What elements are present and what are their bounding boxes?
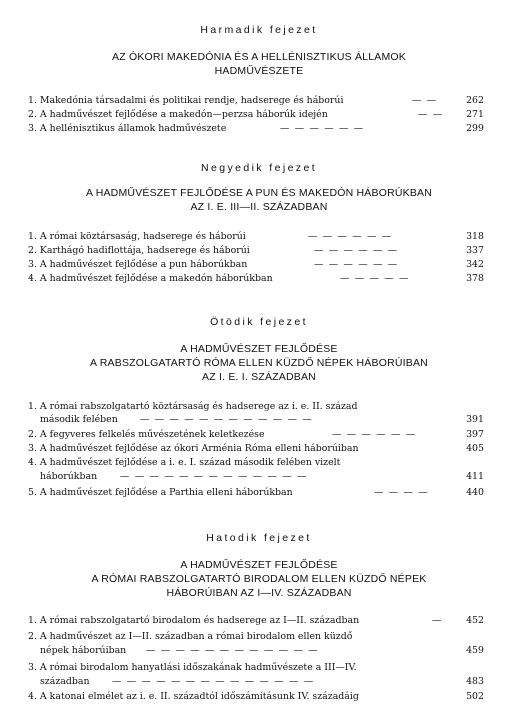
page-number: 262	[466, 95, 484, 106]
toc-entry-text: 4. A katonai elmélet az i. e. II. századtól időszámításunk IV. századáig	[28, 691, 359, 702]
page-number: 405	[466, 443, 484, 454]
toc-entry-text: 1. Makedónia társadalmi és politikai rendje, hadserege és háborúi	[28, 95, 344, 106]
toc-entry-text: 2. A hadművészet fejlődése a makedón—perzsa háborúk idején	[28, 109, 328, 120]
toc-entry-text-cont: népek háborúiban	[40, 645, 127, 656]
toc-entry[interactable]	[28, 244, 484, 257]
toc-entry-text: 1. A római rabszolgatartó köztársaság és hadserege az i. e. II. század	[28, 401, 358, 412]
toc-entry-text: 4. A hadművészet fejlődése a i. e. I. század második felében vizelt	[28, 457, 341, 468]
toc-entry[interactable]	[28, 122, 484, 135]
toc-entry-text-cont: században	[40, 676, 90, 687]
leader-dashes: — — — —	[374, 487, 429, 498]
page-number: 483	[466, 676, 484, 687]
toc-entry-text: 2. Karthágó hadiflottája, hadserege és háborúi	[28, 245, 250, 256]
toc-entry-text: 5. A hadművészet fejlődése a Parthia elleni háborúkban	[28, 487, 293, 498]
leader-dashes: — — — — — — — — — — — —	[140, 414, 313, 425]
toc-entry[interactable]	[28, 258, 484, 271]
toc-entry-continued[interactable]	[28, 675, 484, 688]
toc-entry[interactable]	[28, 690, 484, 703]
page-number: 378	[466, 273, 484, 284]
page-number: 342	[466, 259, 484, 270]
page-number: 459	[466, 645, 484, 656]
chapter-5-title-line-3: AZ I. E. I. SZÁZADBAN	[202, 371, 316, 383]
toc-entry-text: 1. A római köztársaság, hadserege és háborúi	[28, 231, 246, 242]
toc-entry[interactable]	[28, 456, 484, 469]
leader-dashes: — —	[412, 95, 438, 106]
toc-entry-text: 4. A hadművészet fejlődése a makedón háborúkban	[28, 273, 273, 284]
chapter-3-title-line-2: HADMŰVÉSZETE	[214, 65, 304, 77]
chapter-4-title-line-1: A HADMŰVÉSZET FEJLŐDÉSE A PUN ÉS MAKEDÓN HÁBORÚKBAN	[85, 187, 433, 199]
leader-dashes: — — — — — —	[314, 259, 399, 270]
page-number: 502	[466, 691, 484, 702]
chapter-3-label: Harmadik fejezet	[200, 24, 318, 36]
toc-entry[interactable]	[28, 94, 484, 107]
toc-entry-text: 3. A római birodalom hanyatlási időszakának hadművészete a III—IV.	[28, 662, 357, 673]
leader-dashes: —	[432, 615, 443, 626]
leader-dashes: — — — — — —	[308, 231, 393, 242]
chapter-6-title-line-2: A RÓMAI RABSZOLGATARTÓ BIRODALOM ELLEN KÜZDŐ NÉPEK	[91, 573, 427, 585]
leader-dashes: — — — — — — — — — — — — —	[120, 471, 308, 482]
toc-entry[interactable]	[28, 630, 484, 643]
toc-entry[interactable]	[28, 486, 484, 499]
toc-entry[interactable]	[28, 230, 484, 243]
toc-entry-continued[interactable]	[28, 413, 484, 426]
toc-entry-text: 2. A fegyveres felkelés művészetének keletkezése	[28, 429, 265, 440]
page-number: 318	[466, 231, 484, 242]
page-number: 397	[466, 429, 484, 440]
page-number: 271	[466, 109, 484, 120]
page-number: 337	[466, 245, 484, 256]
leader-dashes: — — — — —	[340, 273, 410, 284]
page-number: 391	[466, 414, 484, 425]
toc-entry-text: 3. A hellénisztikus államok hadművészete	[28, 123, 227, 134]
toc-entry-text: 2. A hadművészet az I—II. században a római birodalom ellen küzdő	[28, 631, 353, 642]
leader-dashes: — — — — — —	[280, 123, 365, 134]
toc-entry[interactable]	[28, 272, 484, 285]
chapter-6-title-line-3: HÁBORÚIBAN AZ I—IV. SZÁZADBAN	[166, 587, 352, 599]
toc-entry[interactable]	[28, 108, 484, 121]
leader-dashes: — —	[418, 109, 444, 120]
toc-entry-text-cont: háborúkban	[40, 471, 98, 482]
toc-entry-continued[interactable]	[28, 644, 484, 657]
toc-entry[interactable]	[28, 661, 484, 674]
chapter-5-title-line-2: A RABSZOLGATARTÓ RÓMA ELLEN KÜZDŐ NÉPEK HÁBORÚIBAN	[90, 357, 428, 369]
toc-entry-text-cont: második felében	[40, 414, 118, 425]
toc-entry-continued[interactable]	[28, 470, 484, 483]
toc-entry-text: 3. A hadművészet fejlődése a pun háborúkban	[28, 259, 248, 270]
toc-entry[interactable]	[28, 442, 484, 455]
page-number: 411	[466, 471, 484, 482]
chapter-4-label: Negyedik fejezet	[200, 162, 318, 174]
chapter-3-title-line-1: AZ ÓKORI MAKEDÓNIA ÉS A HELLÉNISZTIKUS ÁLLAMOK	[112, 51, 406, 63]
chapter-5-label: Ötödik fejezet	[210, 316, 308, 328]
chapter-6-title-line-1: A HADMŰVÉSZET FEJLŐDÉSE	[180, 559, 338, 571]
page-number: 299	[466, 123, 484, 134]
toc-entry-text: 1. A római rabszolgatartó birodalom és hadserege az I—II. században	[28, 615, 360, 626]
chapter-4-title-line-2: AZ I. E. III—II. SZÁZADBAN	[190, 201, 328, 213]
page-number: 452	[466, 615, 484, 626]
leader-dashes: — — — — — —	[314, 245, 399, 256]
page-number: 440	[466, 487, 484, 498]
toc-entry-text: 3. A hadművészet fejlődése az ókori Arménia Róma elleni háborúiban	[28, 443, 359, 454]
leader-dashes: — — — — — — — — — — — — — —	[112, 676, 315, 687]
chapter-6-label: Hatodik fejezet	[206, 532, 312, 544]
toc-entry[interactable]	[28, 614, 484, 627]
toc-entry[interactable]	[28, 400, 484, 413]
toc-entry[interactable]	[28, 428, 484, 441]
leader-dashes: — — — — — — — — — — — —	[146, 645, 319, 656]
chapter-5-title-line-1: A HADMŰVÉSZET FEJLŐDÉSE	[180, 343, 338, 355]
leader-dashes: — — — — — —	[332, 429, 417, 440]
